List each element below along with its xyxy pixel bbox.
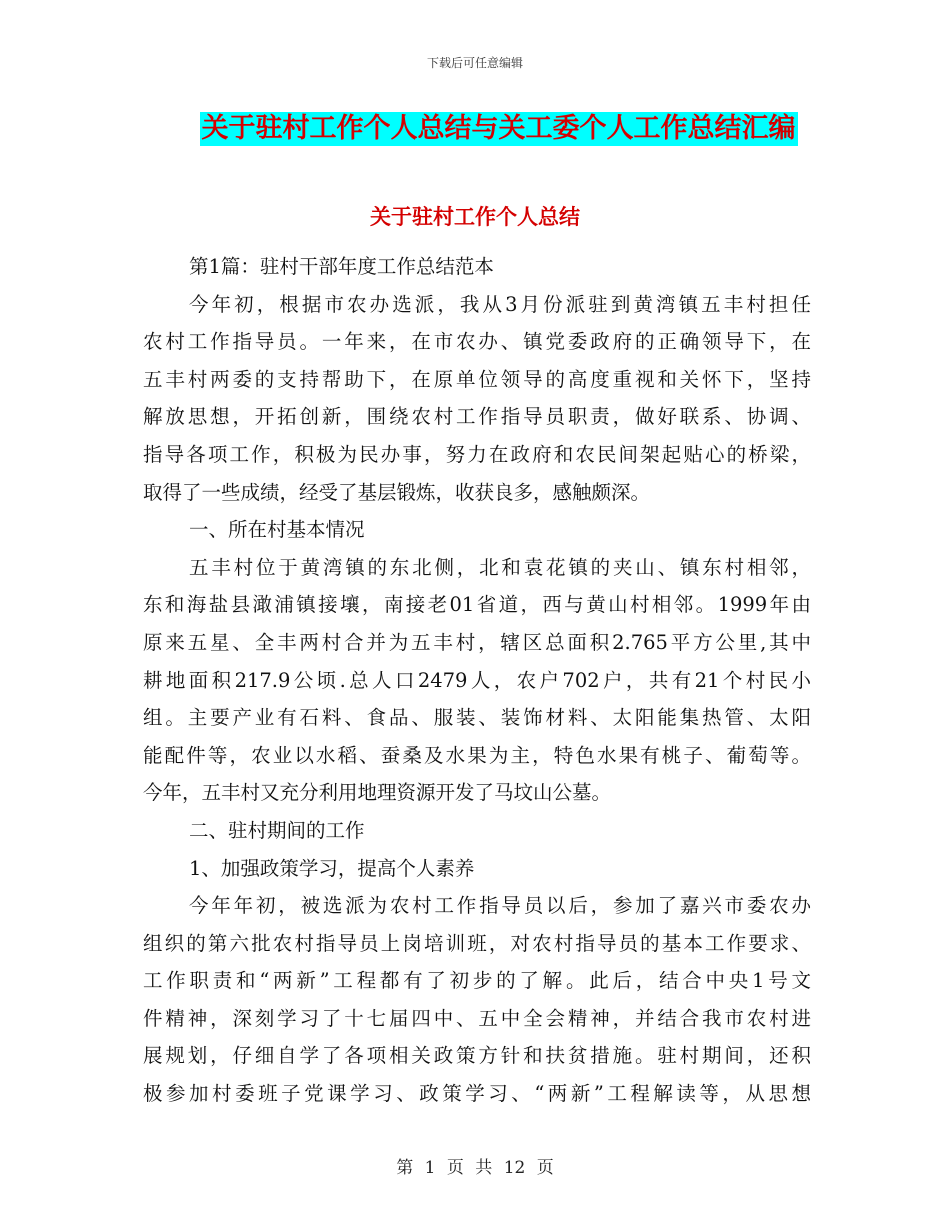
subheading-article-1: 第1篇：驻村干部年度工作总结范本 — [189, 255, 494, 278]
body-line: 能配件等，农业以水稻、蚕桑及水果为主，特色水果有桃子、葡萄等。 — [143, 743, 811, 767]
document-title-container — [0, 112, 950, 146]
body-line: 组。主要产业有石料、食品、服装、装饰材料、太阳能集热管、太阳 — [143, 706, 811, 730]
body-line: 五丰村位于黄湾镇的东北侧，北和袁花镇的夹山、镇东村相邻， — [189, 555, 811, 579]
body-line: 组织的第六批农村指导员上岗培训班，对农村指导员的基本工作要求、 — [143, 931, 811, 955]
document-title: 关于驻村工作个人总结与关工委个人工作总结汇编 — [201, 113, 796, 144]
footer-prefix: 第 — [396, 1158, 414, 1178]
section-title: 关于驻村工作个人总结 — [370, 205, 580, 229]
body-line: 工作职责和“两新”工程都有了初步的了解。此后，结合中央1号文 — [143, 969, 811, 993]
body-line: 今年初，根据市农办选派，我从3月份派驻到黄湾镇五丰村担任 — [189, 292, 811, 316]
document-body — [143, 248, 811, 1113]
body-line: 五丰村两委的支持帮助下，在原单位领导的高度重视和关怀下，坚持 — [143, 367, 811, 391]
body-line: 解放思想，开拓创新，围绕农村工作指导员职责，做好联系、协调、 — [143, 405, 811, 429]
page-number: 1 — [424, 1158, 436, 1178]
body-line: 展规划，仔细自学了各项相关政策方针和扶贫措施。驻村期间，还积 — [143, 1044, 811, 1068]
body-line: 耕地面积217.9公顷.总人口2479人，农户702户，共有21个村民小 — [143, 668, 811, 692]
subheading-policy-study: 1、加强政策学习，提高个人素养 — [189, 856, 475, 880]
body-line: 指导各项工作，积极为民办事，努力在政府和农民间架起贴心的桥梁， — [143, 442, 811, 466]
total-pages: 12 — [503, 1158, 526, 1178]
page-footer — [0, 1153, 950, 1178]
body-line: 极参加村委班子党课学习、政策学习、“两新”工程解读等，从思想 — [143, 1082, 811, 1106]
body-line: 原来五星、全丰两村合并为五丰村，辖区总面积2.765平方公里,其中 — [143, 630, 811, 654]
footer-middle: 页 共 — [446, 1158, 493, 1178]
footer-suffix: 页 — [536, 1158, 554, 1178]
body-line: 农村工作指导员。一年来，在市农办、镇党委政府的正确领导下，在 — [143, 330, 811, 354]
subheading-village-work: 二、驻村期间的工作 — [189, 818, 365, 842]
body-line: 取得了一些成绩，经受了基层锻炼，收获良多，感触颇深。 — [143, 480, 651, 504]
subheading-village-situation: 一、所在村基本情况 — [189, 518, 365, 542]
page-header-note: 下载后可任意编辑 — [426, 56, 523, 70]
body-line: 件精神，深刻学习了十七届四中、五中全会精神，并结合我市农村进 — [143, 1006, 811, 1030]
body-line: 今年，五丰村又充分利用地理资源开发了马坟山公墓。 — [143, 781, 612, 805]
body-line: 今年年初，被选派为农村工作指导员以后，参加了嘉兴市委农办 — [189, 894, 811, 918]
body-line: 东和海盐县澉浦镇接壤，南接老01省道，西与黄山村相邻。1999年由 — [143, 593, 811, 617]
